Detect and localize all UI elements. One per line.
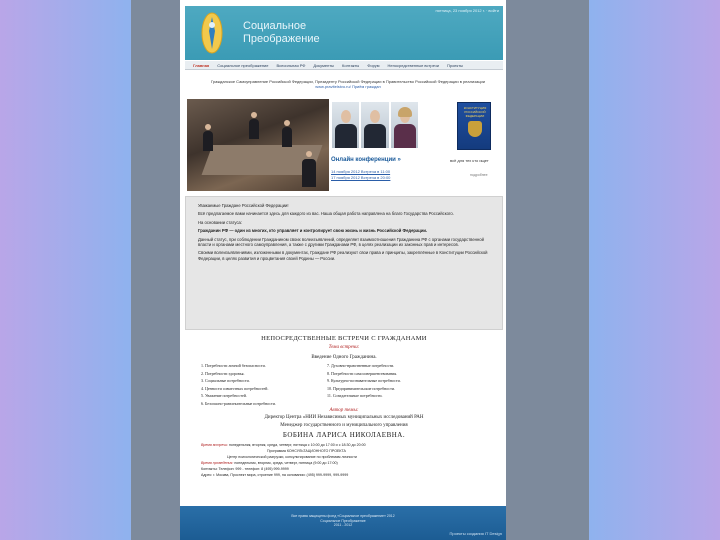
- address-paragraph: Всё предлагаемое вами начинается здесь для каждого из вас. Наша общая работа направлена на благо Государства Российского.: [198, 211, 454, 217]
- photo-person: [203, 131, 213, 151]
- site-title-line1: Социальное: [243, 20, 307, 32]
- constitution-book-image[interactable]: [457, 102, 491, 150]
- poster-center: Центр психологической разгрузки, консультирование по проблемам личности: [227, 455, 357, 459]
- poster-time: [201, 443, 366, 448]
- site-title[interactable]: [243, 20, 320, 46]
- nav-item-home[interactable]: Главная: [193, 62, 210, 68]
- poster-program: Программа КОНСУЛЬТАЦИОННОГО ПРОЕКТА: [267, 449, 346, 453]
- web-page: [180, 0, 506, 540]
- nav-item-forum[interactable]: Форум: [367, 62, 380, 68]
- list-item: 9. Культурно-познавательные потребности.: [327, 378, 401, 384]
- list-item: 8. Потребности самосовершенствования.: [327, 370, 398, 376]
- footer-line: Все права защищены фонд «Социальное преображение» 2012: [291, 514, 395, 518]
- portrait-photo[interactable]: [332, 102, 359, 148]
- intro-line: Гражданское Самоуправление Российской Федерации, Президенту Российской Федерации в Правительство Российской Федерации в реализации: [210, 79, 486, 84]
- poster-schedule: [201, 461, 338, 466]
- site-header: [185, 6, 503, 60]
- nav-item-projects[interactable]: Проекты: [446, 62, 464, 68]
- meeting-photo[interactable]: [187, 99, 329, 191]
- portrait-photo[interactable]: [391, 102, 418, 148]
- nav-item-rf[interactable]: Всесильная РФ: [276, 62, 306, 68]
- schedule-value: понедельник, вторник, среда, четверг, пятница (9:00 до 17:00): [234, 461, 338, 465]
- photo-head: [251, 112, 257, 118]
- list-item: 7. Духовно-нравственные потребности.: [327, 363, 395, 368]
- poster-title: НЕПОСРЕДСТВЕННЫЕ ВСТРЕЧИ С ГРАЖДАНАМИ: [261, 335, 427, 342]
- address-paragraph: Данный статус, при соблюдении Гражданином своих волеизъявлений, определяет взаимоотношения Гражданина РФ с органами государственной власти и органами местного самоуправления, а также с другими Гражданами РФ, в целях реализации их законных прав и интересов.: [198, 236, 484, 248]
- poster-list-left: [201, 362, 276, 408]
- poster-author-name: БОБИНА ЛАРИСА НИКОЛАЕВНА.: [282, 431, 406, 439]
- nav-item-social[interactable]: Социальное преображение: [217, 62, 269, 68]
- list-item: 4. Ценности совместных потребностей.: [201, 385, 269, 391]
- conference-link-1[interactable]: 14 ноября 2012 Встреча в 11:00: [331, 169, 391, 174]
- developer-link[interactable]: Проекты создания IT Design: [449, 531, 502, 536]
- site-footer: [180, 506, 506, 540]
- poster-author-label: Автор темы:: [329, 408, 359, 413]
- photo-head: [284, 120, 290, 126]
- footer-text: [260, 514, 426, 528]
- poster-author-line: Директор Центра «НИИ Независимых муниципальных исследований РАН: [264, 415, 424, 420]
- crest-icon: [468, 121, 482, 137]
- time-label: Время встречи:: [201, 443, 228, 447]
- main-nav: [185, 61, 503, 70]
- online-conferences-link[interactable]: Онлайн конференции »: [331, 157, 401, 163]
- poster-list-right: [327, 362, 401, 400]
- book-title: КОНСТИТУЦИЯ РОССИЙСКОЙ ФЕДЕРАЦИИ: [463, 106, 487, 118]
- address-statement: Гражданин РФ — один из многих, кто управляет и контролирует свою жизнь и жизнь Российской Федерации.: [198, 228, 428, 234]
- poster-address: Адрес: г. Москва, Проспект мира, строение 999, на основании: (495) 999-9999, 999-9999: [201, 473, 349, 477]
- footer-line: 2011 - 2012: [333, 523, 353, 528]
- address-paragraph: На основании статуса:: [198, 219, 243, 225]
- poster-topic: Введение Одного Гражданина.: [311, 355, 377, 360]
- address-paragraph: Своими волеизъявлениями, изложенными в документах, Граждане РФ реализуют свои права и принципы, закреплённые в Конституции Российской Федерации, в целях развития и процветания своей Родины — России.: [198, 250, 488, 261]
- list-item: 3. Социальные потребности.: [201, 378, 250, 384]
- nav-item-meetings[interactable]: Непосредственные встречи: [387, 62, 439, 68]
- time-value: понедельник, вторник, среда, четверг, пятница с 10:00 до 17:00 и с 18:30 до 20:00: [228, 443, 366, 447]
- photo-person: [302, 159, 316, 187]
- header-date[interactable]: пятница, 23 ноября 2012 г. · войти: [435, 8, 499, 13]
- photo-head: [306, 151, 312, 157]
- schedule-label: Время проведения:: [201, 461, 234, 465]
- portrait-photo[interactable]: [361, 102, 388, 148]
- list-item: 1. Потребности личной безопасности.: [201, 363, 266, 368]
- side-more-link[interactable]: подробнее: [470, 173, 488, 177]
- list-item: 6. Безопасно-развлекательные потребности.: [201, 400, 276, 406]
- photo-person: [282, 127, 292, 147]
- list-item: 5. Уважение потребностей.: [201, 393, 247, 399]
- emblem-icon[interactable]: [201, 11, 223, 55]
- address-block: [185, 196, 503, 330]
- meeting-poster: [187, 332, 501, 494]
- list-item: 2. Потребности здоровья.: [201, 370, 245, 376]
- list-item: 11. Созидательные потребности.: [327, 393, 383, 399]
- nav-item-contacts[interactable]: Контакты: [342, 62, 360, 68]
- list-item: 10. Предпринимательские потребности.: [327, 385, 395, 391]
- poster-subtitle: Тема встречи:: [328, 345, 360, 350]
- photo-person: [249, 119, 259, 139]
- photo-head: [205, 124, 211, 130]
- poster-author-line: Менеджер государственного и муниципального управления: [280, 423, 408, 428]
- address-greeting: Уважаемые Граждане Российской Федерации!: [198, 203, 289, 208]
- site-title-line2: Преображение: [243, 33, 320, 45]
- side-caption: всё для тех кто ищет: [450, 158, 489, 163]
- footer-line: Социальное Преображение: [320, 518, 366, 523]
- intro-text: [198, 79, 498, 89]
- portraits-row: [332, 102, 418, 148]
- poster-contacts: Контакты: Телефон: 999 - телефон: 8 (495) 999-9999: [201, 467, 289, 471]
- conference-link-2[interactable]: 17 ноября 2012 Встреча в 20:00: [331, 175, 391, 180]
- intro-link[interactable]: www.pravitelstvo.ru/ Приём граждан: [315, 84, 381, 89]
- nav-item-documents[interactable]: Документы: [313, 62, 335, 68]
